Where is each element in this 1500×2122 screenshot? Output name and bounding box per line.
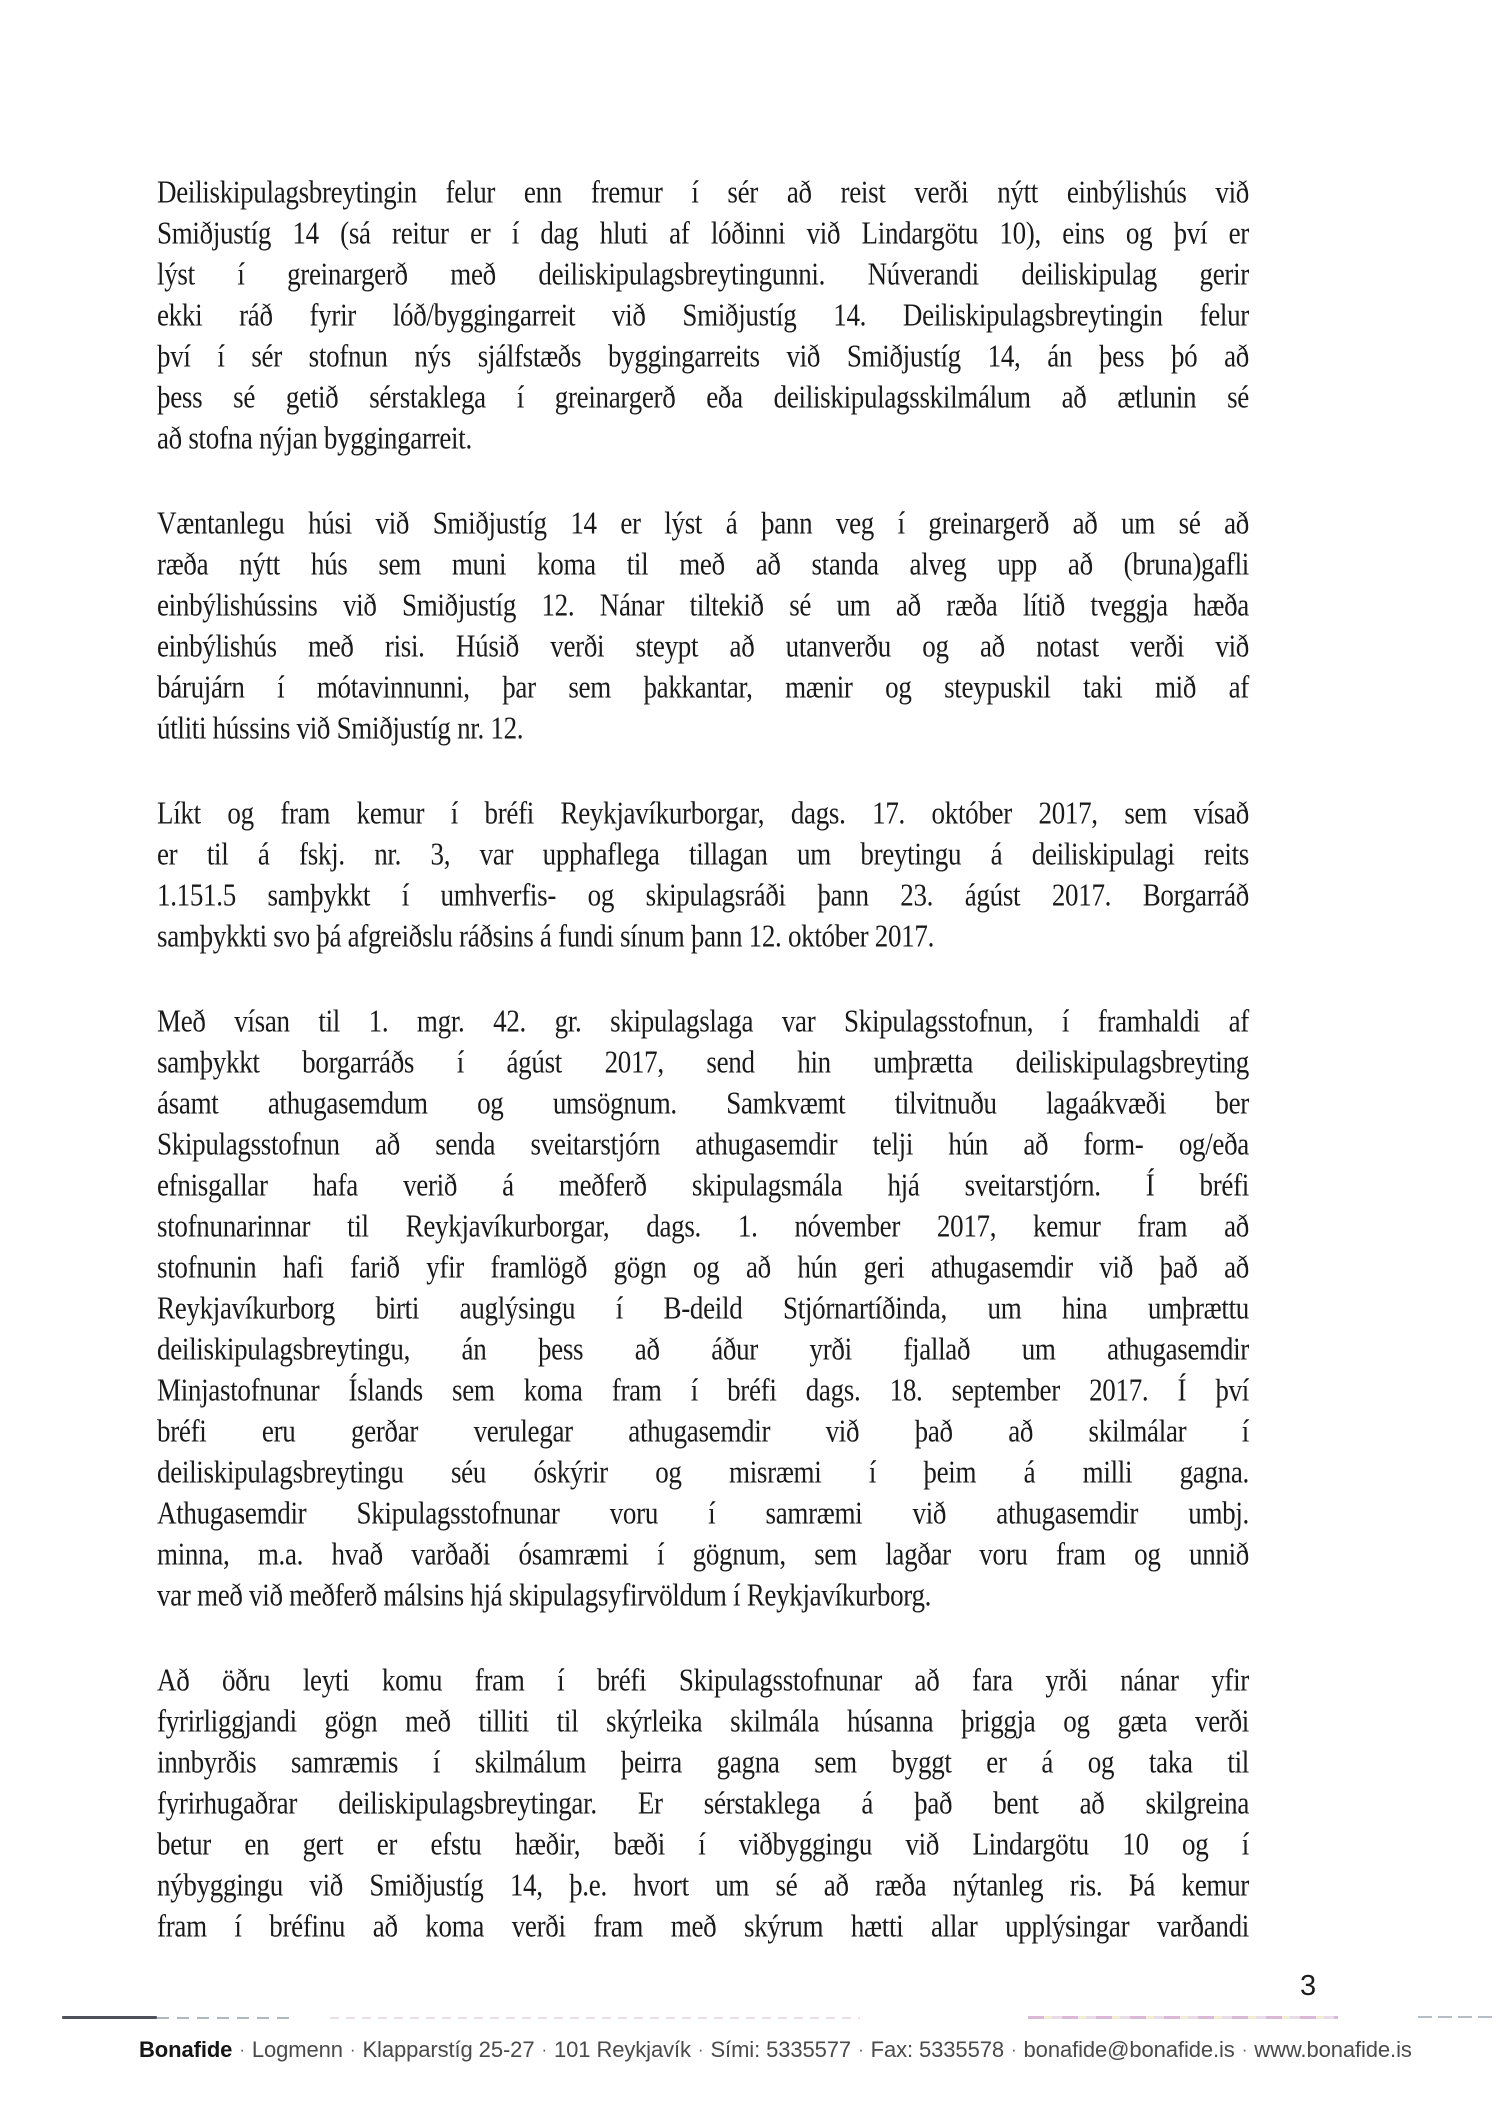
- footer-item: 101 Reykjavík: [554, 2037, 691, 2062]
- divider-segment: [1418, 2016, 1492, 2018]
- text-line: ræða nýtt hús sem muni koma til með að standa alveg upp að (bruna)gafli: [157, 546, 1249, 582]
- text-line: betur en gert er efstu hæðir, bæði í viðbyggingu við Lindargötu 10 og í: [157, 1826, 1249, 1862]
- text-line: samþykkti svo þá afgreiðslu ráðsins á fundi sínum þann 12. október 2017.: [157, 918, 935, 954]
- footer-items: [232, 2037, 1411, 2062]
- text-line: Skipulagsstofnun að senda sveitarstjórn athugasemdir telji hún að form- og/eða: [157, 1126, 1249, 1162]
- text-line: einbýlishús með risi. Húsið verði steypt að utanverðu og að notast verði við: [157, 628, 1249, 664]
- text-line: fram í bréfinu að koma verði fram með skýrum hætti allar upplýsingar varðandi: [157, 1908, 1249, 1944]
- footer-item: Klapparstíg 25-27: [362, 2037, 535, 2062]
- text-line: er til á fskj. nr. 3, var upphaflega tillagan um breytingu á deiliskipulagi reits: [157, 836, 1249, 872]
- text-line: fyrirhugaðrar deiliskipulagsbreytingar. Er sérstaklega á það bent að skilgreina: [157, 1785, 1249, 1821]
- text-line: Með vísan til 1. mgr. 42. gr. skipulagslaga var Skipulagsstofnun, í framhaldi af: [157, 1003, 1249, 1039]
- text-line: innbyrðis samræmis í skilmálum þeirra gagna sem byggt er á og taka til: [157, 1744, 1249, 1780]
- text-line: 1.151.5 samþykkt í umhverfis- og skipulagsráði þann 23. ágúst 2017. Borgarráð: [157, 877, 1249, 913]
- text-line: þess sé getið sérstaklega í greinargerð eða deiliskipulagsskilmálum að ætlunin sé: [157, 379, 1249, 415]
- text-line: stofnunin hafi farið yfir framlögð gögn og að hún geri athugasemdir við það að: [157, 1249, 1249, 1285]
- paragraph: [157, 1660, 1249, 1947]
- text-line: lýst í greinargerð með deiliskipulagsbreytingunni. Núverandi deiliskipulag gerir: [157, 256, 1249, 292]
- text-line: var með við meðferð málsins hjá skipulagsyfirvöldum í Reykjavíkurborg.: [157, 1577, 932, 1613]
- footer: [139, 2037, 1412, 2063]
- page-number: 3: [1300, 1970, 1317, 2002]
- text-line: Væntanlegu húsi við Smiðjustíg 14 er lýst á þann veg í greinargerð að um sé að: [157, 505, 1249, 541]
- text-line: minna, m.a. hvað varðaði ósamræmi í gögnum, sem lagðar voru fram og unnið: [157, 1536, 1249, 1572]
- footer-separator: ·: [697, 2040, 704, 2059]
- text-line: Að öðru leyti komu fram í bréfi Skipulagsstofnunar að fara yrði nánar yfir: [157, 1662, 1249, 1698]
- paragraph: [157, 172, 1249, 459]
- footer-separator: ·: [349, 2040, 356, 2059]
- text-line: útliti hússins við Smiðjustíg nr. 12.: [157, 710, 524, 746]
- divider-segment: [330, 2017, 860, 2019]
- text-line: fyrirliggjandi gögn með tilliti til skýrleika skilmála húsanna þriggja og gæta verði: [157, 1703, 1249, 1739]
- text-line: Deiliskipulagsbreytingin felur enn fremur í sér að reist verði nýtt einbýlishús við: [157, 174, 1249, 210]
- footer-separator: ·: [1010, 2040, 1017, 2059]
- footer-separator: ·: [1241, 2040, 1248, 2059]
- paragraph: [157, 1001, 1249, 1616]
- divider-segment: [62, 2016, 157, 2019]
- text-line: Athugasemdir Skipulagsstofnunar voru í samræmi við athugasemdir umbj.: [157, 1495, 1249, 1531]
- paragraph: [157, 793, 1249, 957]
- footer-item: Fax: 5335578: [870, 2037, 1004, 2062]
- footer-separator: ·: [239, 2040, 245, 2059]
- footer-item: Sími: 5335577: [710, 2037, 852, 2062]
- text-line: Smiðjustíg 14 (sá reitur er í dag hluti af lóðinni við Lindargötu 10), eins og því er: [157, 215, 1249, 251]
- paragraph: [157, 503, 1249, 749]
- text-line: nýbyggingu við Smiðjustíg 14, þ.e. hvort um sé að ræða nýtanleg ris. Þá kemur: [157, 1867, 1249, 1903]
- document-body: [157, 172, 1249, 1991]
- text-line: Líkt og fram kemur í bréfi Reykjavíkurborgar, dags. 17. október 2017, sem vísað: [157, 795, 1249, 831]
- text-line: því í sér stofnun nýs sjálfstæðs byggingarreits við Smiðjustíg 14, án þess þó að: [157, 338, 1249, 374]
- footer-item: Logmenn: [251, 2037, 343, 2062]
- footer-item: www.bonafide.is: [1254, 2037, 1412, 2062]
- text-line: að stofna nýjan byggingarreit.: [157, 420, 472, 456]
- text-line: ásamt athugasemdum og umsögnum. Samkvæmt tilvitnuðu lagaákvæði ber: [157, 1085, 1249, 1121]
- text-line: einbýlishússins við Smiðjustíg 12. Nánar tiltekið sé um að ræða lítið tveggja hæða: [157, 587, 1249, 623]
- text-line: Reykjavíkurborg birti auglýsingu í B-deild Stjórnartíðinda, um hina umþrættu: [157, 1290, 1249, 1326]
- text-line: ekki ráð fyrir lóð/byggingarreit við Smiðjustíg 14. Deiliskipulagsbreytingin felur: [157, 297, 1249, 333]
- text-line: bréfi eru gerðar verulegar athugasemdir við það að skilmálar í: [157, 1413, 1249, 1449]
- footer-brand: Bonafide: [139, 2037, 233, 2062]
- text-line: Minjastofnunar Íslands sem koma fram í bréfi dags. 18. september 2017. Í því: [157, 1372, 1249, 1408]
- text-line: deiliskipulagsbreytingu séu óskýrir og misræmi í þeim á milli gagna.: [157, 1454, 1249, 1490]
- text-line: bárujárn í mótavinnunni, þar sem þakkantar, mænir og steypuskil taki mið af: [157, 669, 1249, 705]
- text-line: stofnunarinnar til Reykjavíkurborgar, dags. 1. nóvember 2017, kemur fram að: [157, 1208, 1249, 1244]
- divider-segment: [1028, 2016, 1338, 2019]
- text-line: deiliskipulagsbreytingu, án þess að áður yrði fjallað um athugasemdir: [157, 1331, 1249, 1367]
- footer-separator: ·: [541, 2040, 548, 2059]
- footer-separator: ·: [858, 2040, 864, 2059]
- footer-item: bonafide@bonafide.is: [1023, 2037, 1235, 2062]
- text-line: efnisgallar hafa verið á meðferð skipulagsmála hjá sveitarstjórn. Í bréfi: [157, 1167, 1249, 1203]
- text-line: samþykkt borgarráðs í ágúst 2017, send hin umþrætta deiliskipulagsbreyting: [157, 1044, 1249, 1080]
- divider-segment: [157, 2017, 292, 2019]
